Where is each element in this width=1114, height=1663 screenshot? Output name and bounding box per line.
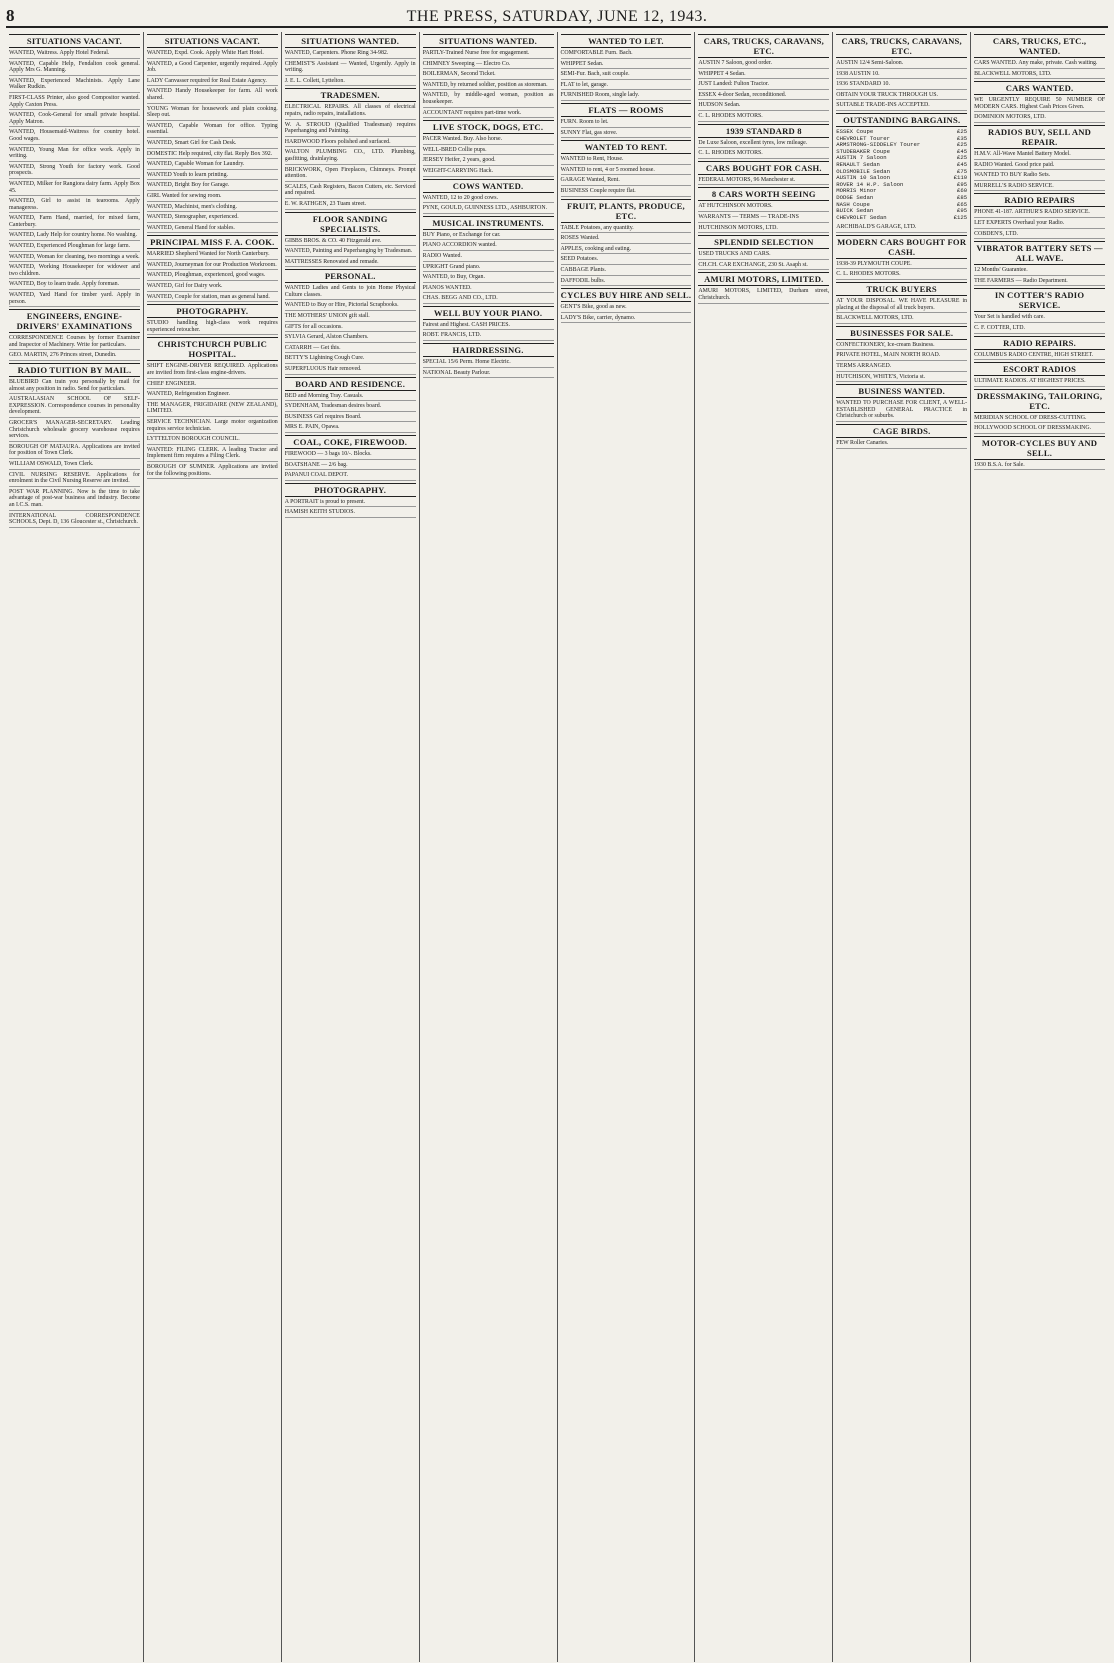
classified-ad: YOUNG Woman for housework and plain cooking. Sleep out.	[147, 106, 278, 121]
classified-ad: SHIFT ENGINE-DRIVER REQUIRED. Applications are invited from first-class engine-drivers.	[147, 363, 278, 378]
listing-item: RENAULT Sedan	[836, 160, 880, 168]
classified-ad: WARRANTS — TERMS — TRADE-INS	[698, 214, 829, 223]
classified-ad: FEDERAL MOTORS, 96 Manchester st.	[698, 177, 829, 186]
classified-ad: PHONE 41-187. ARTHUR'S RADIO SERVICE.	[974, 209, 1105, 218]
section-heading: MOTOR-CYCLES BUY AND SELL.	[974, 436, 1105, 460]
classified-ad: APPLES, cooking and eating.	[561, 246, 692, 255]
classified-ad: SYDENHAM, Tradesman desires board.	[285, 403, 416, 412]
classified-ad: C. L. RHODES MOTORS.	[836, 271, 967, 280]
classified-ad: AUSTIN 12/4 Semi-Saloon.	[836, 60, 967, 69]
classified-ad: COLUMBUS RADIO CENTRE, HIGH STREET.	[974, 352, 1105, 361]
classified-ad: J. E. L. Collett, Lyttelton.	[285, 78, 416, 87]
classified-ad: WANTED, Working Housekeeper for widower and two children.	[9, 264, 140, 279]
classified-ad: GROCER'S MANAGER-SECRETARY. Leading Christchurch wholesale grocery warehouse requires services.	[9, 420, 140, 442]
classified-ad: HUDSON Sedan.	[698, 102, 829, 111]
section-heading: TRADESMEN.	[285, 88, 416, 102]
classified-ad: THE FARMERS — Radio Department.	[974, 278, 1105, 287]
classified-ad: SEMI-Fur. Bach, suit couple.	[561, 71, 692, 80]
section-heading: CARS WANTED.	[974, 81, 1105, 95]
section-heading: RADIOS BUY, SELL AND REPAIR.	[974, 125, 1105, 149]
classified-ad: CONFECTIONERY, Ice-cream Business.	[836, 342, 967, 351]
listing-item: STUDEBAKER Coupe	[836, 147, 890, 155]
classified-ad: WANTED, Capable Help, Fendalton cook general. Apply Mrs G. Manning.	[9, 61, 140, 76]
classified-ad: CATARRH — Get this.	[285, 345, 416, 354]
classified-ad: WANTED, Experienced Machinists. Apply Lane Walker Rudkin.	[9, 78, 140, 93]
classified-ad: FIREWOOD — 3 bags 10/-. Blocks.	[285, 451, 416, 460]
section-heading: VIBRATOR BATTERY SETS — ALL WAVE.	[974, 241, 1105, 265]
classified-ad: SERVICE TECHNICIAN. Large motor organization requires service technician.	[147, 419, 278, 434]
listing-item: MORRIS Minor	[836, 187, 877, 195]
listing-item: ESSEX Coupe	[836, 127, 874, 135]
classified-ad: AT YOUR DISPOSAL. WE HAVE PLEASURE in placing at the disposal of all truck buyers.	[836, 298, 967, 313]
classified-ad: WANTED to Buy or Hire, Pictorial Scrapbooks.	[285, 302, 416, 311]
classified-ad: WANTED, Painting and Paperhanging by Tradesman.	[285, 248, 416, 257]
listing-price: £35	[957, 134, 968, 142]
section-heading: PHOTOGRAPHY.	[147, 304, 278, 318]
listing-price: £75	[957, 167, 968, 175]
classified-ad: WANTED, Smart Girl for Cash Desk.	[147, 140, 278, 149]
classified-ad: RADIO Wanted. Good price paid.	[974, 162, 1105, 171]
classified-ad: PIANOS WANTED.	[423, 285, 554, 294]
classified-ad: CHEMIST'S Assistant — Wanted, Urgently. Apply in writing.	[285, 61, 416, 76]
classified-ad: FURNISHED Room, single lady.	[561, 92, 692, 101]
classified-ad: PRIVATE HOTEL, MAIN NORTH ROAD.	[836, 352, 967, 361]
classified-columns	[6, 32, 1108, 1662]
classified-ad: WANTED, Capable Woman for Laundry.	[147, 161, 278, 170]
classified-ad: CIVIL NURSING RESERVE. Applications for enrolment in the Civil Nursing Reserve are invited.	[9, 472, 140, 487]
listing-item: BUICK Sedan	[836, 207, 874, 215]
classified-ad: AT HUTCHINSON MOTORS.	[698, 203, 829, 212]
classified-ad: UPRIGHT Grand piano.	[423, 264, 554, 273]
classified-ad: WILLIAM OSWALD, Town Clerk.	[9, 461, 140, 470]
section-heading: CARS BOUGHT FOR CASH.	[698, 161, 829, 175]
classified-ad: WANTED, Young Man for office work. Apply in writing.	[9, 147, 140, 162]
listing-price: £110	[953, 174, 968, 182]
section-heading: RADIO REPAIRS.	[974, 336, 1105, 350]
column-7	[833, 32, 971, 1662]
classified-ad: DOMESTIC Help required, city flat. Reply Box 392.	[147, 151, 278, 160]
classified-ad: WANTED, Stenographer, experienced.	[147, 214, 278, 223]
section-heading: FLOOR SANDING SPECIALISTS.	[285, 212, 416, 236]
listing-price: £25	[957, 127, 968, 135]
classified-ad: JUST Landed: Fulton Tractor.	[698, 81, 829, 90]
column-4	[420, 32, 558, 1662]
classified-ad: WANTED, by middle-aged woman, position as housekeeper.	[423, 92, 554, 107]
classified-ad: PIANO ACCORDION wanted.	[423, 242, 554, 251]
section-heading: COAL, COKE, FIREWOOD.	[285, 435, 416, 449]
classified-ad: MURRELL'S RADIO SERVICE.	[974, 183, 1105, 192]
classified-ad: POST WAR PLANNING. Now is the time to take advantage of post-war business and industry. Become an I.C.S. man.	[9, 489, 140, 511]
classified-ad: WEIGHT-CARRYING Hack.	[423, 168, 554, 177]
classified-ad: INTERNATIONAL CORRESPONDENCE SCHOOLS, Dept. D, 136 Gloucester st., Christchurch.	[9, 513, 140, 528]
classified-ad: WANTED: FILING CLERK. A leading Tractor and Implement firm requires a Filing Clerk.	[147, 447, 278, 462]
classified-ad: Fairest and Highest. CASH PRICES.	[423, 322, 554, 331]
classified-ad: WANTED, Strong Youth for factory work. Good prospects.	[9, 164, 140, 179]
classified-ad: WANTED, Housemaid-Waitress for country hotel. Good wages.	[9, 129, 140, 144]
section-heading: 1939 STANDARD 8	[698, 124, 829, 138]
classified-ad: WELL-BRED Collie pups.	[423, 147, 554, 156]
section-heading: FRUIT, PLANTS, PRODUCE, ETC.	[561, 199, 692, 223]
classified-ad: Your Set is handled with care.	[974, 314, 1105, 323]
classified-ad: HUTCHISON, WHITE'S, Victoria st.	[836, 374, 967, 383]
section-heading: DRESSMAKING, TAILORING, ETC.	[974, 389, 1105, 413]
classified-ad: ELECTRICAL REPAIRS. All classes of electrical repairs, radio repairs, installations.	[285, 104, 416, 119]
classified-ad: WANTED, General Hand for stables.	[147, 225, 278, 234]
classified-ad: WANTED TO PURCHASE FOR CLIENT, A WELL-ESTABLISHED GENERAL PRACTICE in Christchurch or suburbs.	[836, 400, 967, 422]
section-heading: CAGE BIRDS.	[836, 424, 967, 438]
section-heading: 8 CARS WORTH SEEING	[698, 187, 829, 201]
classified-ad: 1936 STANDARD 10.	[836, 81, 967, 90]
section-heading: RADIO REPAIRS	[974, 193, 1105, 207]
section-heading: SITUATIONS WANTED.	[285, 34, 416, 48]
classified-ad: CORRESPONDENCE Courses by former Examiner and Inspector of Machinery. Write for particulars.	[9, 335, 140, 350]
classified-ad: AUSTIN 7 Saloon, good order.	[698, 60, 829, 69]
section-heading: COWS WANTED.	[423, 179, 554, 193]
listing-item: NASH Coupe	[836, 200, 870, 208]
listing-row	[836, 215, 967, 222]
classified-ad: FLAT to let, garage.	[561, 82, 692, 91]
listing-price: £25	[957, 154, 968, 162]
section-heading: SPLENDID SELECTION	[698, 235, 829, 249]
newspaper-title: THE PRESS, SATURDAY, JUNE 12, 1943.	[406, 8, 708, 25]
classified-ad: W. A. STROUD (Qualified Tradesman) requires Paperhanging and Painting.	[285, 122, 416, 137]
listing-price: £95	[957, 180, 968, 188]
classified-ad: GIRL Wanted for sewing room.	[147, 193, 278, 202]
classified-ad: BETTY'S Lightning Cough Cure.	[285, 355, 416, 364]
classified-ad: STUDIO handling high-class work requires experienced retoucher.	[147, 320, 278, 335]
classified-ad: DAFFODIL bulbs.	[561, 278, 692, 287]
classified-ad: WANTED, Cook-General for small private hospital. Apply Matron.	[9, 112, 140, 127]
classified-ad: 1938-39 PLYMOUTH COUPE.	[836, 261, 967, 270]
section-heading: MUSICAL INSTRUMENTS.	[423, 216, 554, 230]
section-heading: TRUCK BUYERS	[836, 282, 967, 296]
classified-ad: A PORTRAIT is proud to present.	[285, 499, 416, 508]
classified-ad: WANTED, a Good Carpenter, urgently required. Apply Job.	[147, 61, 278, 76]
classified-ad: WHIPPET Sedan.	[561, 61, 692, 70]
column-8	[971, 32, 1108, 1662]
classified-ad: BOROUGH OF MATAURA. Applications are invited for position of Town Clerk.	[9, 444, 140, 459]
classified-ad: WANTED, Ploughman, experienced, good wages.	[147, 272, 278, 281]
classified-ad: MRS E. PAIN, Opawa.	[285, 424, 416, 433]
classified-ad: GARAGE Wanted, Rent.	[561, 177, 692, 186]
classified-ad: H.M.V. All-Wave Mantel Battery Model.	[974, 151, 1105, 160]
section-heading: WANTED TO LET.	[561, 34, 692, 48]
classified-ad: WANTED, 12 to 20 good cows.	[423, 195, 554, 204]
classified-ad: HARDWOOD Floors polished and surfaced.	[285, 139, 416, 148]
classified-ad: NATIONAL Beauty Parlour.	[423, 370, 554, 379]
classified-ad: BOATSHANE — 2/6 bag.	[285, 462, 416, 471]
classified-ad: SUPERFLUOUS Hair removed.	[285, 366, 416, 375]
classified-ad: MATTRESSES Renovated and remade.	[285, 259, 416, 268]
classified-ad: HUTCHINSON MOTORS, LTD.	[698, 225, 829, 234]
listing-price: £95	[957, 207, 968, 215]
classified-ad: BOILERMAN, Second Ticket.	[423, 71, 554, 80]
classified-ad: CHAS. BEGG AND CO., LTD.	[423, 295, 554, 304]
classified-ad: WHIPPET 4 Sedan.	[698, 71, 829, 80]
column-2	[144, 32, 282, 1662]
section-heading: LIVE STOCK, DOGS, ETC.	[423, 120, 554, 134]
classified-ad: LYTTELTON BOROUGH COUNCIL.	[147, 436, 278, 445]
classified-ad: CHIEF ENGINEER.	[147, 381, 278, 390]
section-heading: ESCORT RADIOS	[974, 362, 1105, 376]
classified-ad: 12 Months' Guarantee.	[974, 267, 1105, 276]
classified-ad: WANTED to rent, 4 or 5 roomed house.	[561, 167, 692, 176]
listing-item: ROVER 14 H.P. Saloon	[836, 180, 904, 188]
price-listing	[836, 129, 967, 221]
classified-ad: FIRST-CLASS Printer, also good Compositor wanted. Apply Caxton Press.	[9, 95, 140, 110]
classified-ad: WANTED, Farm Hand, married, for mixed farm, Canterbury.	[9, 215, 140, 230]
classified-ad: C. F. COTTER, LTD.	[974, 325, 1105, 334]
classified-ad: GEO. MARTIN, 276 Princes street, Dunedin.	[9, 352, 140, 361]
classified-ad: COBDEN'S, LTD.	[974, 231, 1105, 240]
classified-ad: WANTED TO BUY Radio Sets.	[974, 172, 1105, 181]
section-heading: IN COTTER'S RADIO SERVICE.	[974, 288, 1105, 312]
classified-ad: USED TRUCKS AND CARS.	[698, 251, 829, 260]
classified-ad: WANTED, Experienced Ploughman for large farm.	[9, 243, 140, 252]
classified-ad: WANTED, Capable Woman for office. Typing essential.	[147, 123, 278, 138]
listing-item: AUSTIN 10 Saloon	[836, 174, 890, 182]
classified-ad: BOROUGH OF SUMNER. Applications are invited for the following positions.	[147, 464, 278, 479]
classified-ad: WANTED, Woman for cleaning, two mornings a week.	[9, 254, 140, 263]
classified-ad: GIBBS BROS. & CO. 40 Fitzgerald ave.	[285, 238, 416, 247]
classified-ad: PAPANUI COAL DEPOT.	[285, 472, 416, 481]
section-heading: CARS, TRUCKS, CARAVANS, ETC.	[836, 34, 967, 58]
section-heading: RADIO TUITION BY MAIL.	[9, 363, 140, 377]
classified-ad: DOMINION MOTORS, LTD.	[974, 114, 1105, 123]
classified-ad: HAMISH KEITH STUDIOS.	[285, 509, 416, 518]
classified-ad: BUSINESS Couple require flat.	[561, 188, 692, 197]
section-heading: CHRISTCHURCH PUBLIC HOSPITAL.	[147, 337, 278, 361]
classified-ad: ESSEX 4-door Sedan, reconditioned.	[698, 92, 829, 101]
classified-ad: WANTED, Journeyman for our Production Workroom.	[147, 262, 278, 271]
section-heading: PERSONAL.	[285, 269, 416, 283]
section-heading: SITUATIONS VACANT.	[9, 34, 140, 48]
classified-ad: HOLLYWOOD SCHOOL OF DRESSMAKING.	[974, 425, 1105, 434]
section-heading: OUTSTANDING BARGAINS.	[836, 113, 967, 127]
classified-ad: C. L. RHODES MOTORS.	[698, 113, 829, 122]
section-heading: HAIRDRESSING.	[423, 343, 554, 357]
section-heading: FLATS — ROOMS	[561, 103, 692, 117]
classified-ad: ULTIMATE RADIOS. AT HIGHEST PRICES.	[974, 378, 1105, 387]
listing-price: £60	[957, 187, 968, 195]
classified-ad: LET EXPERTS Overhaul your Radio.	[974, 220, 1105, 229]
classified-ad: OBTAIN YOUR TRUCK THROUGH US.	[836, 92, 967, 101]
section-heading: AMURI MOTORS, LIMITED.	[698, 272, 829, 286]
classified-ad: GENT'S Bike, good as new.	[561, 304, 692, 313]
listing-item: ARMSTRONG-SIDDELEY Tourer	[836, 141, 921, 149]
classified-ad: BUSINESS Girl requires Board.	[285, 414, 416, 423]
classified-ad: TERMS ARRANGED.	[836, 363, 967, 372]
section-heading: SITUATIONS VACANT.	[147, 34, 278, 48]
classified-ad: ACCOUNTANT requires part-time work.	[423, 110, 554, 119]
classified-ad: SUNNY Flat, gas stove.	[561, 130, 692, 139]
classified-ad: LADY'S Bike, carrier, dynamo.	[561, 315, 692, 324]
classified-ad: GIFTS for all occasions.	[285, 324, 416, 333]
section-heading: PHOTOGRAPHY.	[285, 483, 416, 497]
section-heading: CARS, TRUCKS, ETC., WANTED.	[974, 34, 1105, 58]
section-heading: WELL BUY YOUR PIANO.	[423, 306, 554, 320]
classified-ad: PYNE, GOULD, GUINNESS LTD., ASHBURTON.	[423, 205, 554, 214]
classified-ad: 1938 AUSTIN 10.	[836, 71, 967, 80]
listing-item: AUSTIN 7 Saloon	[836, 154, 887, 162]
classified-ad: WANTED Ladies and Gents to join Home Physical Culture classes.	[285, 285, 416, 300]
section-heading: WANTED TO RENT.	[561, 140, 692, 154]
classified-ad: MERIDIAN SCHOOL OF DRESS-CUTTING.	[974, 415, 1105, 424]
section-heading: ENGINEERS, ENGINE-DRIVERS' EXAMINATIONS	[9, 309, 140, 333]
classified-ad: BLACKWELL MOTORS, LTD.	[974, 71, 1105, 80]
classified-ad: THE MOTHERS' UNION gift stall.	[285, 313, 416, 322]
classified-ad: TABLE Potatoes, any quantity.	[561, 225, 692, 234]
listing-item: CHEVROLET Tourer	[836, 134, 890, 142]
classified-ad: AUSTRALASIAN SCHOOL OF SELF-EXPRESSION. Correspondence courses in personality development.	[9, 396, 140, 418]
classified-ad: WANTED, Machinist, men's clothing.	[147, 204, 278, 213]
classified-ad: SEED Potatoes.	[561, 256, 692, 265]
classified-ad: THE MANAGER, FRIGIDAIRE (NEW ZEALAND), LIMITED.	[147, 402, 278, 417]
classified-ad: SCALES, Cash Registers, Bacon Cutters, etc. Serviced and repaired.	[285, 184, 416, 199]
section-heading: CYCLES BUY HIRE AND SELL.	[560, 290, 692, 301]
classified-ad: RADIO Wanted.	[423, 253, 554, 262]
classified-ad: BUY Piano, or Exchange for car.	[423, 232, 554, 241]
classified-ad: FURN. Room to let.	[561, 119, 692, 128]
classified-ad: SUITABLE TRADE-INS ACCEPTED.	[836, 102, 967, 111]
classified-ad: ARCHIBALD'S GARAGE, LTD.	[836, 224, 967, 233]
listing-price: £25	[957, 141, 968, 149]
page-number: 8	[6, 6, 15, 25]
classified-ad: C. L. RHODES MOTORS.	[698, 150, 829, 159]
listing-price: £65	[957, 200, 968, 208]
masthead	[6, 4, 1108, 28]
section-heading: MODERN CARS BOUGHT FOR CASH.	[837, 236, 967, 257]
column-3	[282, 32, 420, 1662]
classified-ad: WANTED Youth to learn printing.	[147, 172, 278, 181]
classified-ad: WANTED, by returned soldier, position as storeman.	[423, 82, 554, 91]
classified-ad: WE URGENTLY REQUIRE 50 NUMBER OF MODERN CARS. Highest Cash Prices Given.	[974, 97, 1105, 112]
classified-ad: WANTED, Girl to assist in tearooms. Apply manageress.	[9, 198, 140, 213]
listing-price: £85	[957, 193, 968, 201]
listing-item: CHEVROLET Sedan	[836, 213, 887, 221]
classified-ad: AMURI MOTORS, LIMITED, Durham street, Christchurch.	[698, 288, 829, 303]
classified-ad: PARTLY-Trained Nurse free for engagement.	[423, 50, 554, 59]
classified-ad: SPECIAL 15/6 Perm. Home Electric.	[423, 359, 554, 368]
classified-ad: MARRIED Shepherd Wanted for North Canterbury.	[147, 251, 278, 260]
classified-ad: 1930 B.S.A. for Sale.	[974, 462, 1105, 471]
classified-ad: E. W. RATHGEN, 23 Tuam street.	[285, 201, 416, 210]
classified-ad: WALTON PLUMBING CO., LTD. Plumbing, gasfitting, drainlaying.	[285, 149, 416, 164]
listing-item: OLDSMOBILE Sedan	[836, 167, 890, 175]
column-1	[6, 32, 144, 1662]
classified-ad: WANTED, Couple for station, man as general hand.	[147, 294, 278, 303]
classified-ad: WANTED, Yard Hand for timber yard. Apply in person.	[9, 292, 140, 307]
classified-ad: LADY Canvasser required for Real Estate Agency.	[147, 78, 278, 87]
classified-ad: ROSES Wanted.	[561, 235, 692, 244]
section-heading: CARS, TRUCKS, CARAVANS, ETC.	[698, 34, 829, 58]
classified-ad: WANTED, Expd. Cook. Apply White Hart Hotel.	[147, 50, 278, 59]
classified-ad: CARS WANTED. Any make, private. Cash waiting.	[974, 60, 1105, 69]
listing-price: £125	[953, 213, 968, 221]
classified-ad: CHIMNEY Sweeping — Electro Co.	[423, 61, 554, 70]
classified-ad: CABBAGE Plants.	[561, 267, 692, 276]
listing-price: £45	[957, 147, 968, 155]
section-heading: BUSINESSES FOR SALE.	[836, 326, 967, 340]
classified-ad: WANTED, Waitress. Apply Hotel Federal.	[9, 50, 140, 59]
section-heading: PRINCIPAL MISS F. A. COOK.	[147, 235, 278, 249]
section-heading: BOARD AND RESIDENCE.	[285, 377, 416, 391]
classified-ad: WANTED Handy Housekeeper for farm. All work shared.	[147, 88, 278, 103]
classified-ad: De Luxe Saloon, excellent tyres, low mileage.	[698, 140, 829, 149]
classified-ad: WANTED, Refrigeration Engineer.	[147, 391, 278, 400]
classified-ad: BED and Morning Tray. Casuals.	[285, 393, 416, 402]
classified-ad: CH.CH. CAR EXCHANGE, 230 St. Asaph st.	[698, 262, 829, 271]
column-5	[558, 32, 696, 1662]
column-6	[695, 32, 833, 1662]
classified-ad: BRICKWORK, Open Fireplaces, Chimneys. Prompt attention.	[285, 167, 416, 182]
classified-ad: WANTED, Boy to learn trade. Apply foreman.	[9, 281, 140, 290]
classified-ad: JERSEY Heifer, 2 years, good.	[423, 157, 554, 166]
classified-ad: WANTED, Carpenters. Phone Ring 34-982.	[285, 50, 416, 59]
listing-price: £45	[957, 160, 968, 168]
section-heading: SITUATIONS WANTED.	[423, 34, 554, 48]
classified-ad: WANTED, Lady Help for country home. No washing.	[9, 232, 140, 241]
classified-ad: PACER Wanted. Buy. Also horse.	[423, 136, 554, 145]
classified-ad: WANTED, Bright Boy for Garage.	[147, 182, 278, 191]
classified-ad: WANTED, Girl for Dairy work.	[147, 283, 278, 292]
classified-ad: BLACKWELL MOTORS, LTD.	[836, 315, 967, 324]
listing-item: DODGE Sedan	[836, 193, 874, 201]
classified-ad: ROBT. FRANCIS, LTD.	[423, 332, 554, 341]
classified-ad: BLUEBIRD Can train you personally by mail for almost any position in radio. Send for particulars.	[9, 379, 140, 394]
classified-ad: SYLVIA Gerard, Alston Chambers.	[285, 334, 416, 343]
classified-ad: WANTED to Rent, House.	[561, 156, 692, 165]
section-heading: BUSINESS WANTED.	[836, 384, 967, 398]
classified-ad: WANTED, to Buy, Organ.	[423, 274, 554, 283]
classified-ad: FEW Roller Canaries.	[836, 440, 967, 449]
classified-ad: COMFORTABLE Furn. Bach.	[561, 50, 692, 59]
classified-ad: WANTED, Milker for Rangiora dairy farm. Apply Box 45.	[9, 181, 140, 196]
